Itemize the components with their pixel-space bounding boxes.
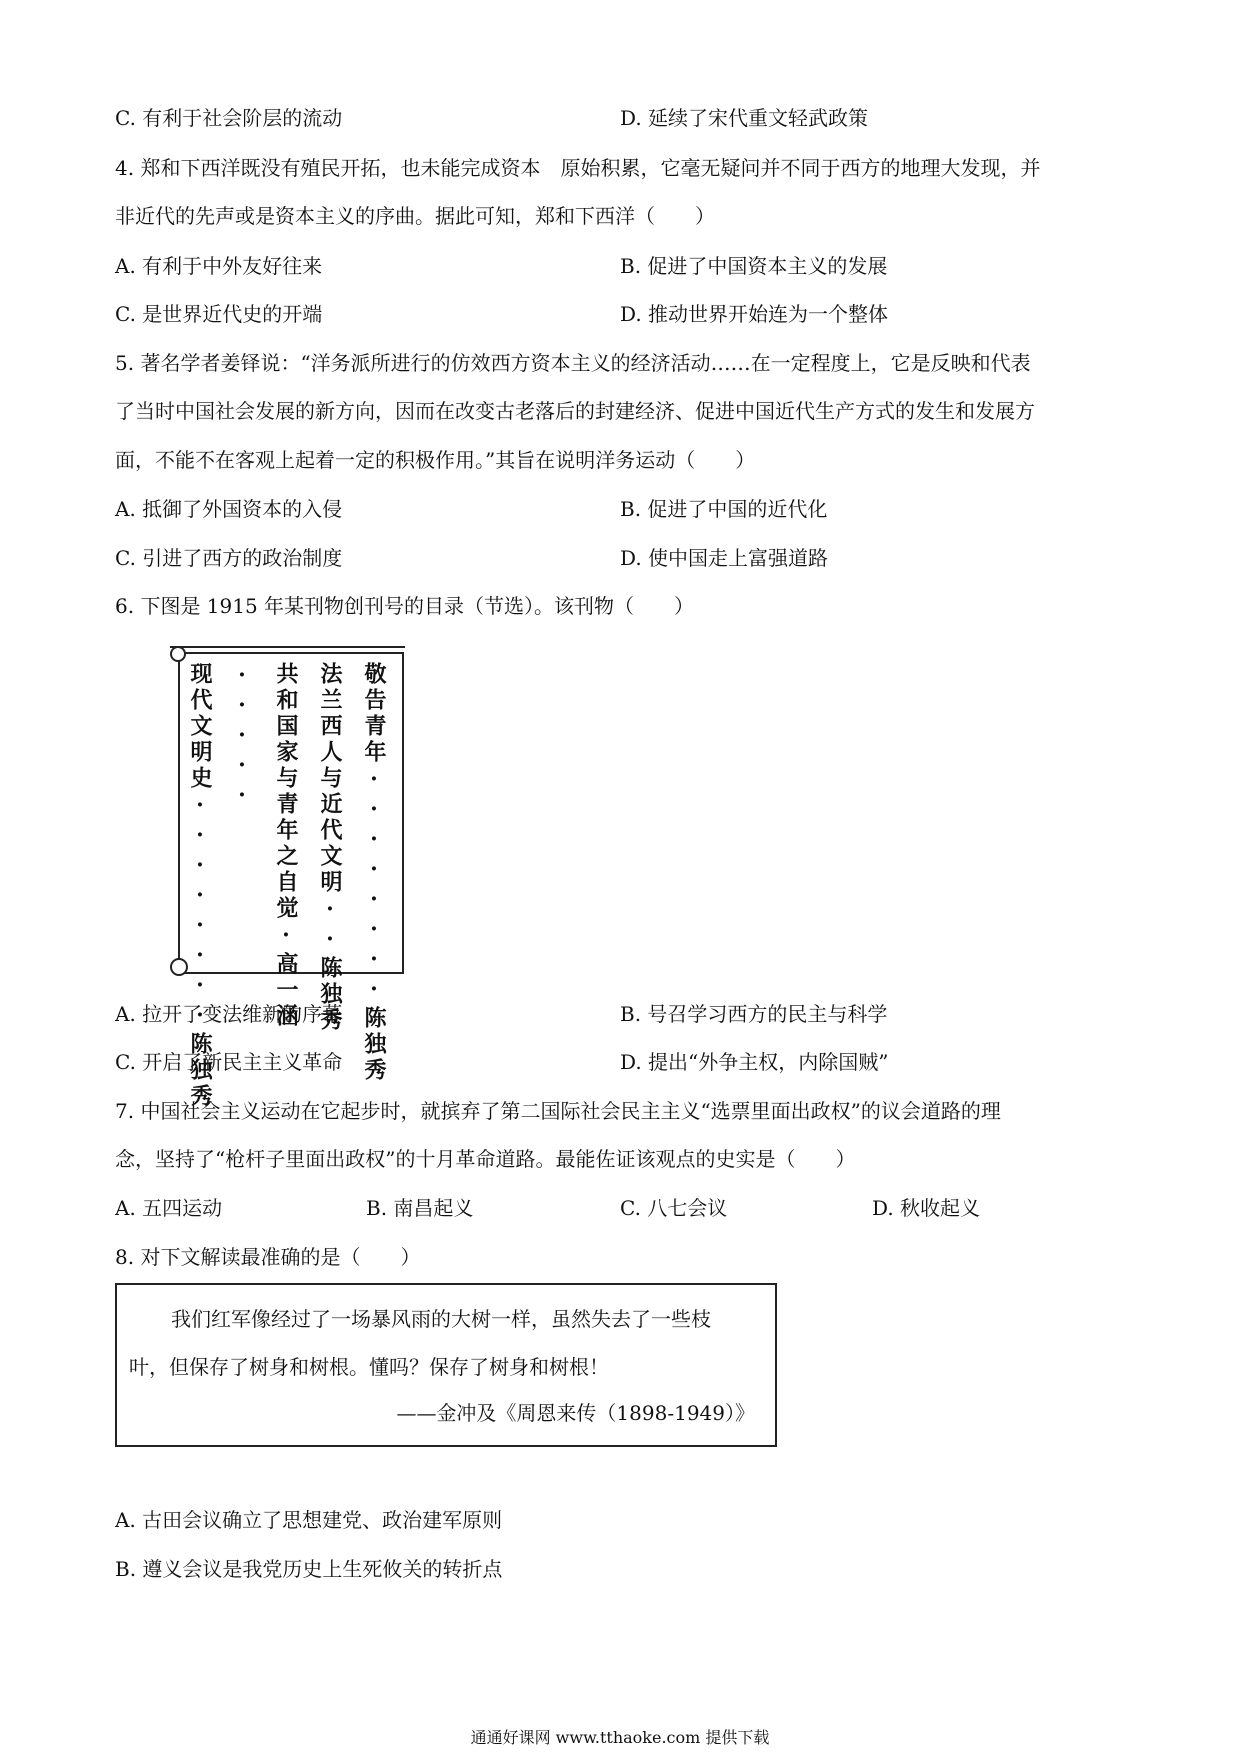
q5-option-a: A. 抵御了外国资本的入侵: [115, 497, 343, 521]
q6-option-b: B. 号召学习西方的民主与科学: [620, 1002, 888, 1026]
q8-option-b: B. 遵义会议是我党历史上生死攸关的转折点: [115, 1557, 503, 1581]
q4-stem-line1: 4. 郑和下西洋既没有殖民开拓，也未能完成资本 原始积累，它毫无疑问并不同于西方的地理大发现，并: [115, 156, 1041, 180]
q6-option-a: A. 拉开了变法维新的序幕: [115, 1002, 343, 1026]
q7-stem-line2: 念，坚持了“枪杆子里面出政权”的十月革命道路。最能佐证该观点的史实是（ ）: [115, 1147, 856, 1171]
q4-option-c: C. 是世界近代史的开端: [115, 302, 323, 326]
toc-column-4: ·····: [229, 662, 255, 812]
q5-option-c: C. 引进了西方的政治制度: [115, 546, 343, 570]
q7-option-c: C. 八七会议: [620, 1196, 728, 1220]
q7-option-a: A. 五四运动: [115, 1196, 223, 1220]
q6-option-d: D. 提出“外争主权，内除国贼”: [620, 1050, 889, 1074]
page-footer: 通通好课网 www.tthaoke.com 提供下载: [470, 1728, 770, 1747]
q6-option-c: C. 开启了新民主主义革命: [115, 1050, 343, 1074]
quote-line-2: 叶，但保存了树身和树根。懂吗？保存了树身和树根！: [129, 1355, 609, 1379]
q5-stem-line3: 面，不能不在客观上起着一定的积极作用。”其旨在说明洋务运动（ ）: [115, 448, 756, 472]
q3-option-d: D. 延续了宋代重文轻武政策: [620, 106, 869, 130]
q8-stem-line1: 8. 对下文解读最准确的是（ ）: [115, 1245, 421, 1269]
q4-option-b: B. 促进了中国资本主义的发展: [620, 254, 888, 278]
q7-option-b: B. 南昌起义: [366, 1196, 474, 1220]
quote-source: ——金冲及《周恩来传（1898-1949）》: [396, 1401, 755, 1425]
q8-quote-box: [115, 1283, 777, 1447]
scroll-roll-top: [170, 646, 186, 662]
scroll-roll-bottom: [170, 958, 188, 976]
q3-option-c: C. 有利于社会阶层的流动: [115, 106, 343, 130]
q7-stem-line1: 7. 中国社会主义运动在它起步时，就摈弃了第二国际社会民主主义“选票里面出政权”的议会道路的理: [115, 1099, 1001, 1123]
toc-column-2: 法兰西人与近代文明··陈独秀: [317, 662, 343, 1034]
q6-stem-line1: 6. 下图是 1915 年某刊物创刊号的目录（节选）。该刊物（ ）: [115, 594, 695, 618]
q4-stem-line2: 非近代的先声或是资本主义的序曲。据此可知，郑和下西洋（ ）: [115, 204, 715, 228]
q4-option-d: D. 推动世界开始连为一个整体: [620, 302, 889, 326]
q8-option-a: A. 古田会议确立了思想建党、政治建军原则: [115, 1508, 503, 1532]
q4-option-a: A. 有利于中外友好往来: [115, 254, 323, 278]
q5-option-d: D. 使中国走上富强道路: [620, 546, 829, 570]
q5-option-b: B. 促进了中国的近代化: [620, 497, 828, 521]
q5-stem-line1: 5. 著名学者姜铎说：“洋务派所进行的仿效西方资本主义的经济活动……在一定程度上，它是反映和代表: [115, 351, 1031, 375]
toc-column-5: 现代文明史········陈独秀: [187, 662, 213, 1110]
quote-line-1: 我们红军像经过了一场暴风雨的大树一样，虽然失去了一些枝: [171, 1307, 711, 1331]
toc-column-3: 共和国家与青年之自觉·高一涵: [273, 662, 299, 1030]
toc-column-1: 敬告青年········陈独秀: [361, 662, 387, 1084]
q7-option-d: D. 秋收起义: [872, 1196, 981, 1220]
q5-stem-line2: 了当时中国社会发展的新方向，因而在改变古老落后的封建经济、促进中国近代生产方式的发生和发展方: [115, 399, 1035, 423]
